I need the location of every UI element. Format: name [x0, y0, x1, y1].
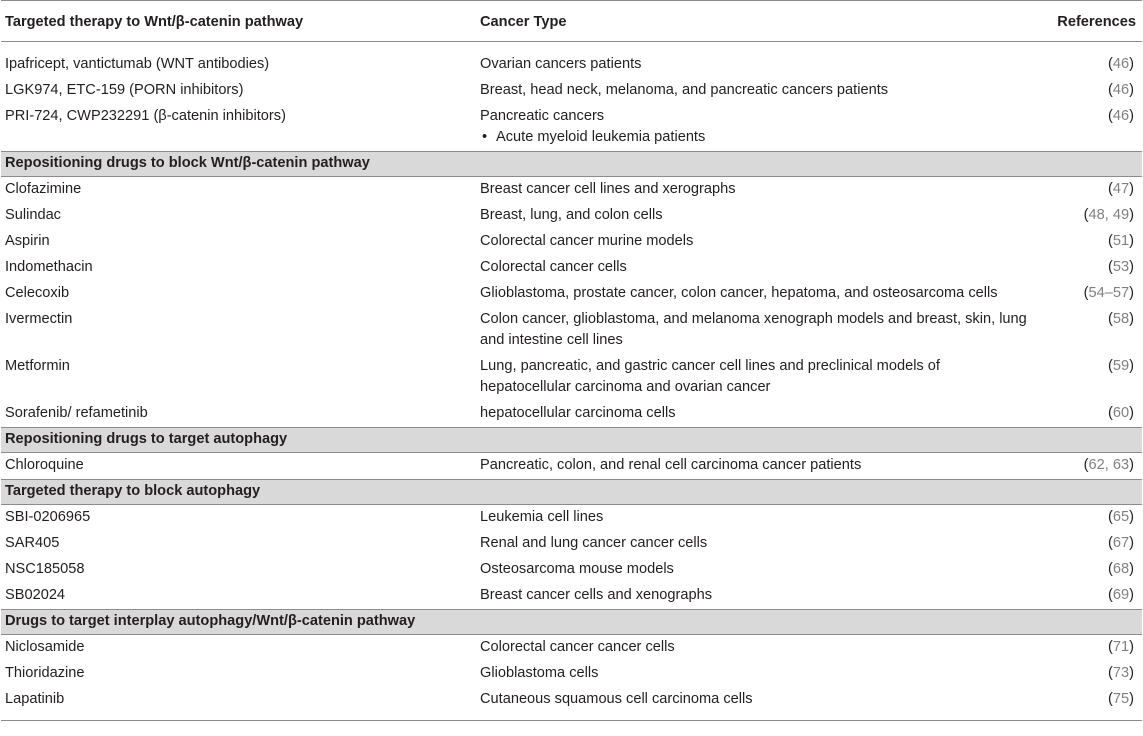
- drug-cell: Chloroquine: [5, 457, 84, 473]
- cancer-cell: Ovarian cancers patients: [480, 56, 642, 72]
- drug-cell: Ivermectin: [5, 311, 73, 327]
- cancer-cell: Colorectal cancer cancer cells: [480, 639, 675, 655]
- reference-link[interactable]: 75: [1112, 691, 1130, 707]
- reference-link[interactable]: 54–57: [1088, 285, 1130, 301]
- section-title: Targeted therapy to block autophagy: [1, 480, 1142, 505]
- reference-cell[interactable]: (73): [1108, 665, 1134, 681]
- table-row: [1, 557, 1142, 583]
- table-body: [1, 42, 1142, 721]
- cancer-cell: hepatocellular carcinoma cells: [480, 405, 676, 421]
- reference-cell[interactable]: (71): [1108, 639, 1134, 655]
- drug-cell: Sulindac: [5, 207, 61, 223]
- drug-cell: Aspirin: [5, 233, 50, 249]
- drug-cell: Clofazimine: [5, 181, 82, 197]
- table-row: [1, 453, 1142, 480]
- header-row: [1, 1, 1142, 42]
- reference-cell[interactable]: (46): [1108, 108, 1134, 124]
- cancer-cell: Lung, pancreatic, and gastric cancer cell lines and preclinical models of hepatocellular carcinoma and ovarian cancer: [480, 358, 940, 395]
- reference-link[interactable]: 68: [1112, 561, 1130, 577]
- reference-cell[interactable]: (68): [1108, 561, 1134, 577]
- cancer-cell: Glioblastoma cells: [480, 665, 599, 681]
- drug-cell: Indomethacin: [5, 259, 93, 275]
- drug-table: [1, 0, 1142, 721]
- reference-cell[interactable]: (46): [1108, 56, 1134, 72]
- cancer-cell: Pancreatic, colon, and renal cell carcinoma cancer patients: [480, 457, 862, 473]
- drug-cell: SAR405: [5, 535, 60, 551]
- drug-cell: Thioridazine: [5, 665, 85, 681]
- cancer-cell: Breast, lung, and colon cells: [480, 207, 663, 223]
- reference-link[interactable]: 47: [1112, 181, 1130, 197]
- reference-cell[interactable]: (47): [1108, 181, 1134, 197]
- drug-cell: PRI-724, CWP232291 (β-catenin inhibitors): [5, 108, 286, 124]
- table-header: [1, 1, 1142, 42]
- cancer-cell: [476, 104, 1036, 152]
- reference-cell[interactable]: (53): [1108, 259, 1134, 275]
- table-row: [1, 42, 1142, 79]
- drug-cell: NSC185058: [5, 561, 85, 577]
- header-therapy: Targeted therapy to Wnt/β-catenin pathway: [1, 1, 476, 42]
- bullet-item: [480, 127, 1032, 148]
- table-row: [1, 255, 1142, 281]
- cancer-cell: Leukemia cell lines: [480, 509, 604, 525]
- reference-link[interactable]: 73: [1112, 665, 1130, 681]
- reference-link[interactable]: 65: [1112, 509, 1130, 525]
- reference-cell[interactable]: (48, 49): [1083, 207, 1134, 223]
- section-header-row: [1, 480, 1142, 505]
- table-row: [1, 104, 1142, 152]
- reference-link[interactable]: 51: [1112, 233, 1130, 249]
- reference-cell[interactable]: (69): [1108, 587, 1134, 603]
- reference-link[interactable]: 48, 49: [1088, 207, 1130, 223]
- section-header-row: [1, 428, 1142, 453]
- reference-link[interactable]: 58: [1112, 311, 1130, 327]
- reference-link[interactable]: 46: [1112, 82, 1130, 98]
- drug-cell: Niclosamide: [5, 639, 85, 655]
- reference-link[interactable]: 59: [1112, 358, 1130, 374]
- header-cancer-type: Cancer Type: [476, 1, 1036, 42]
- cancer-cell: Renal and lung cancer cancer cells: [480, 535, 708, 551]
- reference-link[interactable]: 60: [1112, 405, 1130, 421]
- table-row: [1, 531, 1142, 557]
- cancer-cell: Osteosarcoma mouse models: [480, 561, 674, 577]
- bullet-text: Acute myeloid leukemia patients: [496, 129, 706, 145]
- drug-cell: Ipafricept, vantictumab (WNT antibodies): [5, 56, 270, 72]
- reference-cell[interactable]: (46): [1108, 82, 1134, 98]
- section-title: Drugs to target interplay autophagy/Wnt/β-catenin pathway: [1, 610, 1142, 635]
- reference-link[interactable]: 67: [1112, 535, 1130, 551]
- drug-cell: SBI-0206965: [5, 509, 91, 525]
- table-row: [1, 635, 1142, 662]
- cancer-cell: Breast cancer cells and xenographs: [480, 587, 713, 603]
- cancer-cell: Colon cancer, glioblastoma, and melanoma xenograph models and breast, skin, lung and intestine cell lines: [480, 311, 1027, 348]
- reference-link[interactable]: 46: [1112, 56, 1130, 72]
- table-row: [1, 307, 1142, 354]
- cancer-cell: Breast, head neck, melanoma, and pancreatic cancers patients: [480, 82, 889, 98]
- reference-link[interactable]: 46: [1112, 108, 1130, 124]
- reference-link[interactable]: 69: [1112, 587, 1130, 603]
- section-header-row: [1, 610, 1142, 635]
- cancer-cell: Cutaneous squamous cell carcinoma cells: [476, 687, 1036, 721]
- drug-cell: Lapatinib: [1, 687, 476, 721]
- bullet-icon: •: [482, 129, 488, 145]
- drug-cell: Sorafenib/ refametinib: [5, 405, 148, 421]
- drug-cell: LGK974, ETC-159 (PORN inhibitors): [5, 82, 244, 98]
- reference-cell[interactable]: (62, 63): [1083, 457, 1134, 473]
- section-title: Repositioning drugs to target autophagy: [1, 428, 1142, 453]
- reference-cell[interactable]: (75): [1036, 687, 1142, 721]
- table-row: [1, 229, 1142, 255]
- cancer-cell: Colorectal cancer murine models: [480, 233, 694, 249]
- table-row: [1, 401, 1142, 428]
- table-row: [1, 281, 1142, 307]
- drug-cell: Celecoxib: [5, 285, 70, 301]
- section-title: Repositioning drugs to block Wnt/β-catenin pathway: [1, 152, 1142, 177]
- cancer-cell: Breast cancer cell lines and xerographs: [480, 181, 736, 197]
- reference-cell[interactable]: (54–57): [1083, 285, 1134, 301]
- cancer-text: Pancreatic cancers: [480, 108, 605, 124]
- reference-cell[interactable]: (58): [1108, 311, 1134, 327]
- reference-cell[interactable]: (59): [1108, 358, 1134, 374]
- drug-cell: SB02024: [5, 587, 66, 603]
- reference-link[interactable]: 53: [1112, 259, 1130, 275]
- reference-cell[interactable]: (67): [1108, 535, 1134, 551]
- cancer-cell: Colorectal cancer cells: [480, 259, 627, 275]
- reference-cell[interactable]: (51): [1108, 233, 1134, 249]
- table-row: [1, 177, 1142, 204]
- table-row: [1, 583, 1142, 610]
- drug-cell: Metformin: [5, 358, 70, 374]
- table-row: [1, 687, 1142, 721]
- table-row: [1, 505, 1142, 532]
- table-row: [1, 661, 1142, 687]
- table-row: [1, 203, 1142, 229]
- cancer-cell: Glioblastoma, prostate cancer, colon cancer, hepatoma, and osteosarcoma cells: [480, 285, 998, 301]
- reference-link[interactable]: 62, 63: [1088, 457, 1130, 473]
- reference-cell[interactable]: (60): [1108, 405, 1134, 421]
- reference-link[interactable]: 71: [1112, 639, 1130, 655]
- table-row: [1, 78, 1142, 104]
- table-row: [1, 354, 1142, 401]
- section-header-row: [1, 152, 1142, 177]
- header-references: References: [1036, 1, 1142, 42]
- reference-cell[interactable]: (65): [1108, 509, 1134, 525]
